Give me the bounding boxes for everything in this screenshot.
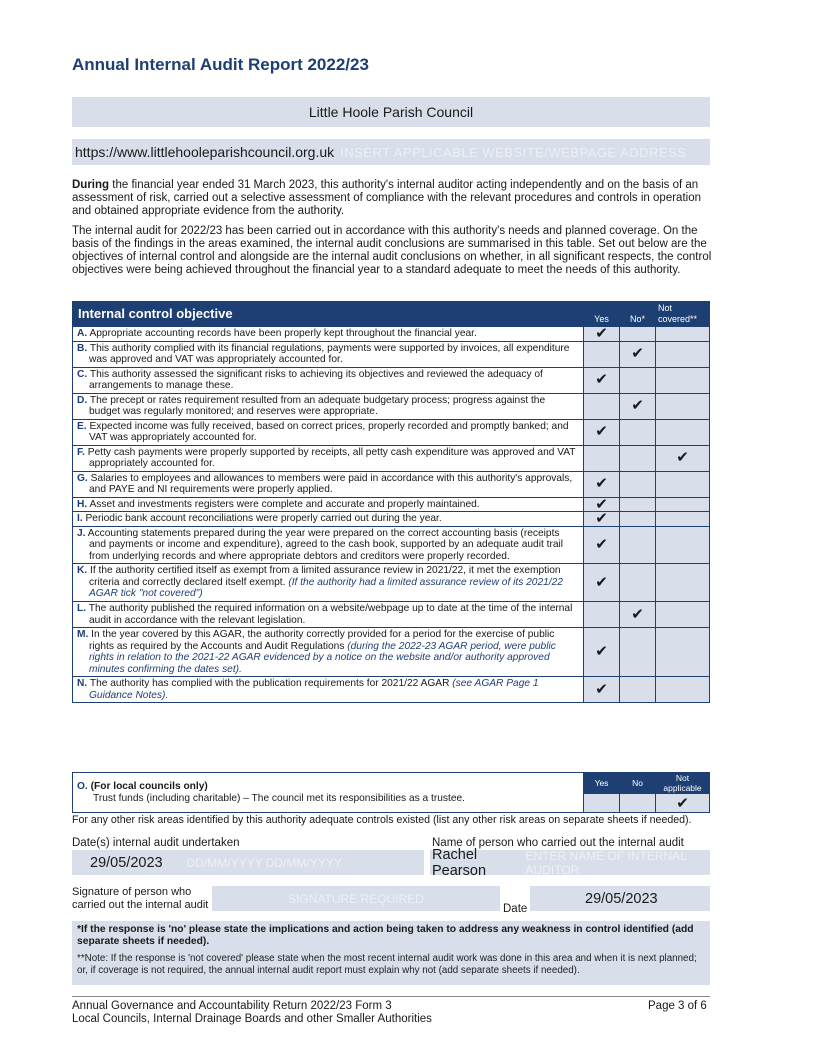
objective-row xyxy=(73,677,710,703)
answer-cell-yes[interactable] xyxy=(584,602,620,628)
answer-cell-no[interactable] xyxy=(620,602,656,628)
objective-description: This authority assessed the significant risks to achieving its objectives and reviewed the adequacy of arrangements to manage these. xyxy=(89,368,543,391)
objective-text xyxy=(73,393,584,419)
objective-description: The authority has complied with the publication requirements for 2021/22 AGAR xyxy=(89,678,453,689)
header-yes: Yes xyxy=(584,302,620,327)
authority-name-field[interactable] xyxy=(72,97,710,127)
objective-text xyxy=(73,367,584,393)
objective-row xyxy=(73,367,710,393)
objective-text xyxy=(73,512,584,527)
answer-cell-no[interactable] xyxy=(620,327,656,342)
signature-field[interactable] xyxy=(212,886,500,911)
dates-value: 29/05/2023 xyxy=(90,854,163,871)
objective-description: Asset and investments registers were complete and accurate and properly maintained. xyxy=(89,498,480,510)
answer-cell-yes[interactable] xyxy=(584,419,620,445)
row-o-heading: (For local councils only) xyxy=(90,780,208,792)
objective-description: Accounting statements prepared during the year were prepared on the correct accounting basis (receipts and payments or income and expenditure), agreed to the cash book, supported by an adequate audit trail from underlying records and where appropriate debtors and creditors were properly recorded. xyxy=(87,527,564,562)
check-mark-icon: ✔ xyxy=(595,325,608,342)
intro-bold: During xyxy=(72,179,110,191)
objective-description: Periodic bank account reconciliations were properly carried out during the year. xyxy=(85,513,442,524)
row-o-letter: O. xyxy=(77,780,88,792)
trust-funds-text xyxy=(73,773,584,813)
signature-date-value: 29/05/2023 xyxy=(585,890,658,907)
objective-description: Expected income was fully received, based on correct prices, properly recorded and promptly banked; and VAT was appropriately accounted for. xyxy=(89,420,569,443)
website-url: https://www.littlehooleparishcouncil.org.uk xyxy=(75,144,335,160)
answer-cell-not-covered[interactable] xyxy=(656,602,710,628)
objective-row xyxy=(73,526,710,564)
check-mark-icon: ✔ xyxy=(595,536,608,553)
answer-cell-not-covered[interactable] xyxy=(656,393,710,419)
answer-cell-yes[interactable] xyxy=(584,526,620,564)
objective-letter: A. xyxy=(77,328,88,339)
objective-note: (If the authority had a limited assurance review of its 2021/22 AGAR tick "not covered") xyxy=(89,576,563,600)
answer-cell-not-covered[interactable] xyxy=(656,445,710,471)
website-field[interactable] xyxy=(72,139,710,165)
signature-label xyxy=(72,886,208,912)
answer-cell-yes[interactable] xyxy=(584,677,620,703)
answer-cell-yes[interactable] xyxy=(584,628,620,677)
answer-cell-no[interactable] xyxy=(620,341,656,367)
answer-cell-no[interactable] xyxy=(620,393,656,419)
row-o-yes-cell[interactable] xyxy=(584,794,620,813)
objective-note: (during the 2022-23 AGAR period, were public rights in relation to the 2021-22 AGAR evidenced by a notice on the website and/or authority approved minutes confirming the dates set). xyxy=(89,640,556,675)
answer-cell-no[interactable] xyxy=(620,445,656,471)
objective-row xyxy=(73,445,710,471)
answer-cell-not-covered[interactable] xyxy=(656,628,710,677)
dates-label: Date(s) internal audit undertaken xyxy=(72,837,240,849)
auditor-name-value: Rachel Pearson xyxy=(432,846,487,879)
answer-cell-no[interactable] xyxy=(620,471,656,497)
objective-letter: L. xyxy=(77,603,87,614)
check-mark-icon: ✔ xyxy=(631,345,644,363)
answer-cell-no[interactable] xyxy=(620,677,656,703)
header-no: No* xyxy=(620,302,656,327)
check-mark-icon: ✔ xyxy=(631,605,644,623)
answer-cell-not-covered[interactable] xyxy=(656,367,710,393)
note-no-response: *If the response is 'no' please state the implications and action being taken to address any weakness in control identified (add separate sheets if needed). xyxy=(77,924,694,947)
check-mark-icon: ✔ xyxy=(595,680,608,698)
footer-page-number: Page 3 of 6 xyxy=(648,1000,707,1012)
answer-cell-no[interactable] xyxy=(620,497,656,512)
answer-cell-not-covered[interactable] xyxy=(656,497,710,512)
objective-letter: B. xyxy=(77,342,88,354)
answer-cell-yes[interactable] xyxy=(584,512,620,527)
row-o-header-yes: Yes xyxy=(584,773,620,794)
check-mark-icon: ✔ xyxy=(595,643,608,661)
objective-text xyxy=(73,526,584,564)
answer-cell-no[interactable] xyxy=(620,526,656,564)
footer-left xyxy=(72,1000,432,1026)
intro-paragraph-2: The internal audit for 2022/23 has been carried out in accordance with this authority's needs and planned coverage. On the basis of the findings in the areas examined, the internal audit conclusions are summarised in this table. Set out below are the objectives of internal control and alongside are the internal audit conclusions on whether, in all significant respects, the control objectives were being achieved throughout the financial year to a standard adequate to meet the needs of this authority. xyxy=(72,225,712,276)
intro-paragraph-1 xyxy=(72,179,712,218)
answer-cell-not-covered[interactable] xyxy=(656,512,710,527)
objective-row xyxy=(73,419,710,445)
objective-description: This authority complied with its financial regulations, payments were supported by invoices, all expenditure was approved and VAT was appropriately accounted for. xyxy=(89,342,570,365)
answer-cell-yes[interactable] xyxy=(584,471,620,497)
check-mark-icon: ✔ xyxy=(595,573,608,591)
objective-row xyxy=(73,564,710,602)
check-mark-icon: ✔ xyxy=(676,449,689,467)
trust-funds-table xyxy=(72,772,710,813)
answer-cell-not-covered[interactable] xyxy=(656,677,710,703)
objective-text xyxy=(73,602,584,628)
auditor-name-placeholder: ENTER NAME OF INTERNAL AUDITOR xyxy=(525,848,687,877)
objective-text xyxy=(73,497,584,512)
objective-letter: M. xyxy=(77,629,89,640)
control-objectives-table xyxy=(72,301,710,703)
objective-letter: I. xyxy=(77,513,83,524)
check-mark-icon: ✔ xyxy=(595,495,608,513)
answer-cell-no[interactable] xyxy=(620,419,656,445)
answer-cell-yes[interactable] xyxy=(584,564,620,602)
objective-description: Salaries to employees and allowances to members were paid in accordance with this authority's approvals, and PAYE and NI requirements were properly applied. xyxy=(89,472,573,495)
check-mark-icon: ✔ xyxy=(595,423,608,441)
objective-description: Petty cash payments were properly supported by receipts, all petty cash expenditure was approved and VAT appropriately accounted for. xyxy=(87,446,576,469)
objective-text xyxy=(73,445,584,471)
objective-letter: H. xyxy=(77,498,88,510)
answer-cell-yes[interactable] xyxy=(584,367,620,393)
row-o-no-cell[interactable] xyxy=(620,794,656,813)
footer-line-1: Annual Governance and Accountability Return 2022/23 Form 3 xyxy=(72,1000,392,1012)
objective-row xyxy=(73,327,710,342)
website-placeholder: INSERT APPLICABLE WEBSITE/WEBPAGE ADDRESS xyxy=(340,144,687,160)
row-o-na-cell[interactable] xyxy=(656,794,710,813)
signature-label-line-1: Signature of person who xyxy=(72,886,192,898)
signature-date-field[interactable] xyxy=(530,886,710,911)
objective-letter: E. xyxy=(77,420,87,432)
dates-field[interactable] xyxy=(72,850,424,875)
objective-text xyxy=(73,341,584,367)
answer-cell-yes[interactable] xyxy=(584,327,620,342)
signature-placeholder: SIGNATURE REQUIRED xyxy=(288,891,424,906)
answer-cell-not-covered[interactable] xyxy=(656,526,710,564)
objective-text xyxy=(73,677,584,703)
objective-letter: N. xyxy=(77,678,88,689)
check-mark-icon: ✔ xyxy=(595,510,608,527)
control-objectives-body xyxy=(73,327,710,703)
check-mark-icon: ✔ xyxy=(595,475,608,493)
answer-cell-yes[interactable] xyxy=(584,445,620,471)
objective-description: In the year covered by this AGAR, the authority correctly provided for a period for the exercise of public rights as required by the Accounts and Audit Regulations xyxy=(89,629,555,652)
objective-letter: G. xyxy=(77,472,88,484)
signature-label-line-2: carried out the internal audit xyxy=(72,899,209,911)
objective-row xyxy=(73,393,710,419)
footer-divider xyxy=(72,996,710,997)
answer-cell-not-covered[interactable] xyxy=(656,471,710,497)
check-mark-icon: ✔ xyxy=(676,795,689,812)
objective-text xyxy=(73,471,584,497)
check-mark-icon: ✔ xyxy=(595,371,608,389)
row-o-header-na: Not applicable xyxy=(656,773,710,794)
header-objective: Internal control objective xyxy=(73,302,584,327)
objective-text xyxy=(73,327,584,342)
table-header-row xyxy=(73,302,710,327)
answer-cell-not-covered[interactable] xyxy=(656,327,710,342)
objective-row xyxy=(73,628,710,677)
objective-letter: D. xyxy=(77,394,88,406)
answer-cell-not-covered[interactable] xyxy=(656,564,710,602)
objective-letter: F. xyxy=(77,446,85,458)
dates-placeholder: DD/MM/YYYY DD/MM/YYYY xyxy=(186,855,342,870)
objective-letter: C. xyxy=(77,368,88,380)
other-risk-note: For any other risk areas identified by this authority adequate controls existed (list any other risk areas on separate sheets if needed). xyxy=(72,814,692,826)
notes-box xyxy=(72,921,710,985)
objective-row xyxy=(73,341,710,367)
answer-cell-no[interactable] xyxy=(620,512,656,527)
footer-line-2: Local Councils, Internal Drainage Boards and other Smaller Authorities xyxy=(72,1013,432,1025)
page-title: Annual Internal Audit Report 2022/23 xyxy=(72,55,369,74)
answer-cell-yes[interactable] xyxy=(584,393,620,419)
note-not-covered: **Note: If the response is 'not covered' please state when the most recent internal audit work was done in this area and when it is next planned; or, if coverage is not required, the annual internal audit report must explain why not (add separate sheets if needed). xyxy=(77,953,697,976)
row-o-text: Trust funds (including charitable) – The council met its responsibilities as a trustee. xyxy=(93,792,466,804)
authority-name: Little Hoole Parish Council xyxy=(308,104,474,120)
answer-cell-no[interactable] xyxy=(620,564,656,602)
check-mark-icon: ✔ xyxy=(631,397,644,415)
row-o-header-no: No xyxy=(620,773,656,794)
objective-description: If the authority certified itself as exempt from a limited assurance review in 2021/22, it met the exemption criteria and correctly declared itself exempt. xyxy=(89,565,561,588)
objective-text xyxy=(73,419,584,445)
objective-row xyxy=(73,497,710,512)
answer-cell-no[interactable] xyxy=(620,628,656,677)
objective-description: The precept or rates requirement resulted from an adequate budgetary process; progress against the budget was regularly monitored; and reserves were appropriate. xyxy=(89,394,546,417)
objective-description: The authority published the required information on a website/webpage up to date at the time of the internal audit in accordance with the relevant legislation. xyxy=(88,603,573,626)
answer-cell-not-covered[interactable] xyxy=(656,419,710,445)
objective-note: (see AGAR Page 1 Guidance Notes). xyxy=(89,678,539,701)
auditor-name-field[interactable] xyxy=(430,846,710,879)
answer-cell-yes[interactable] xyxy=(584,341,620,367)
objective-description: Appropriate accounting records have been properly kept throughout the financial year. xyxy=(89,328,477,339)
signature-date-label: Date xyxy=(503,903,528,915)
objective-text xyxy=(73,628,584,677)
auditor-name-label: Name of person who carried out the internal audit xyxy=(432,837,684,849)
objective-row xyxy=(73,512,710,527)
objective-letter: K. xyxy=(77,565,88,577)
answer-cell-not-covered[interactable] xyxy=(656,341,710,367)
trust-funds-header-row xyxy=(73,773,710,794)
objective-text xyxy=(73,564,584,602)
intro-text-1: the financial year ended 31 March 2023, this authority's internal auditor acting independently and on the basis of an assessment of risk, carried out a selective assessment of compliance with the relevant procedures and controls in operation and obtained appropriate evidence from the authority. xyxy=(72,179,701,217)
answer-cell-no[interactable] xyxy=(620,367,656,393)
objective-letter: J. xyxy=(77,527,86,539)
objective-row xyxy=(73,471,710,497)
objective-row xyxy=(73,602,710,628)
header-not-covered: Not covered** xyxy=(656,302,710,327)
